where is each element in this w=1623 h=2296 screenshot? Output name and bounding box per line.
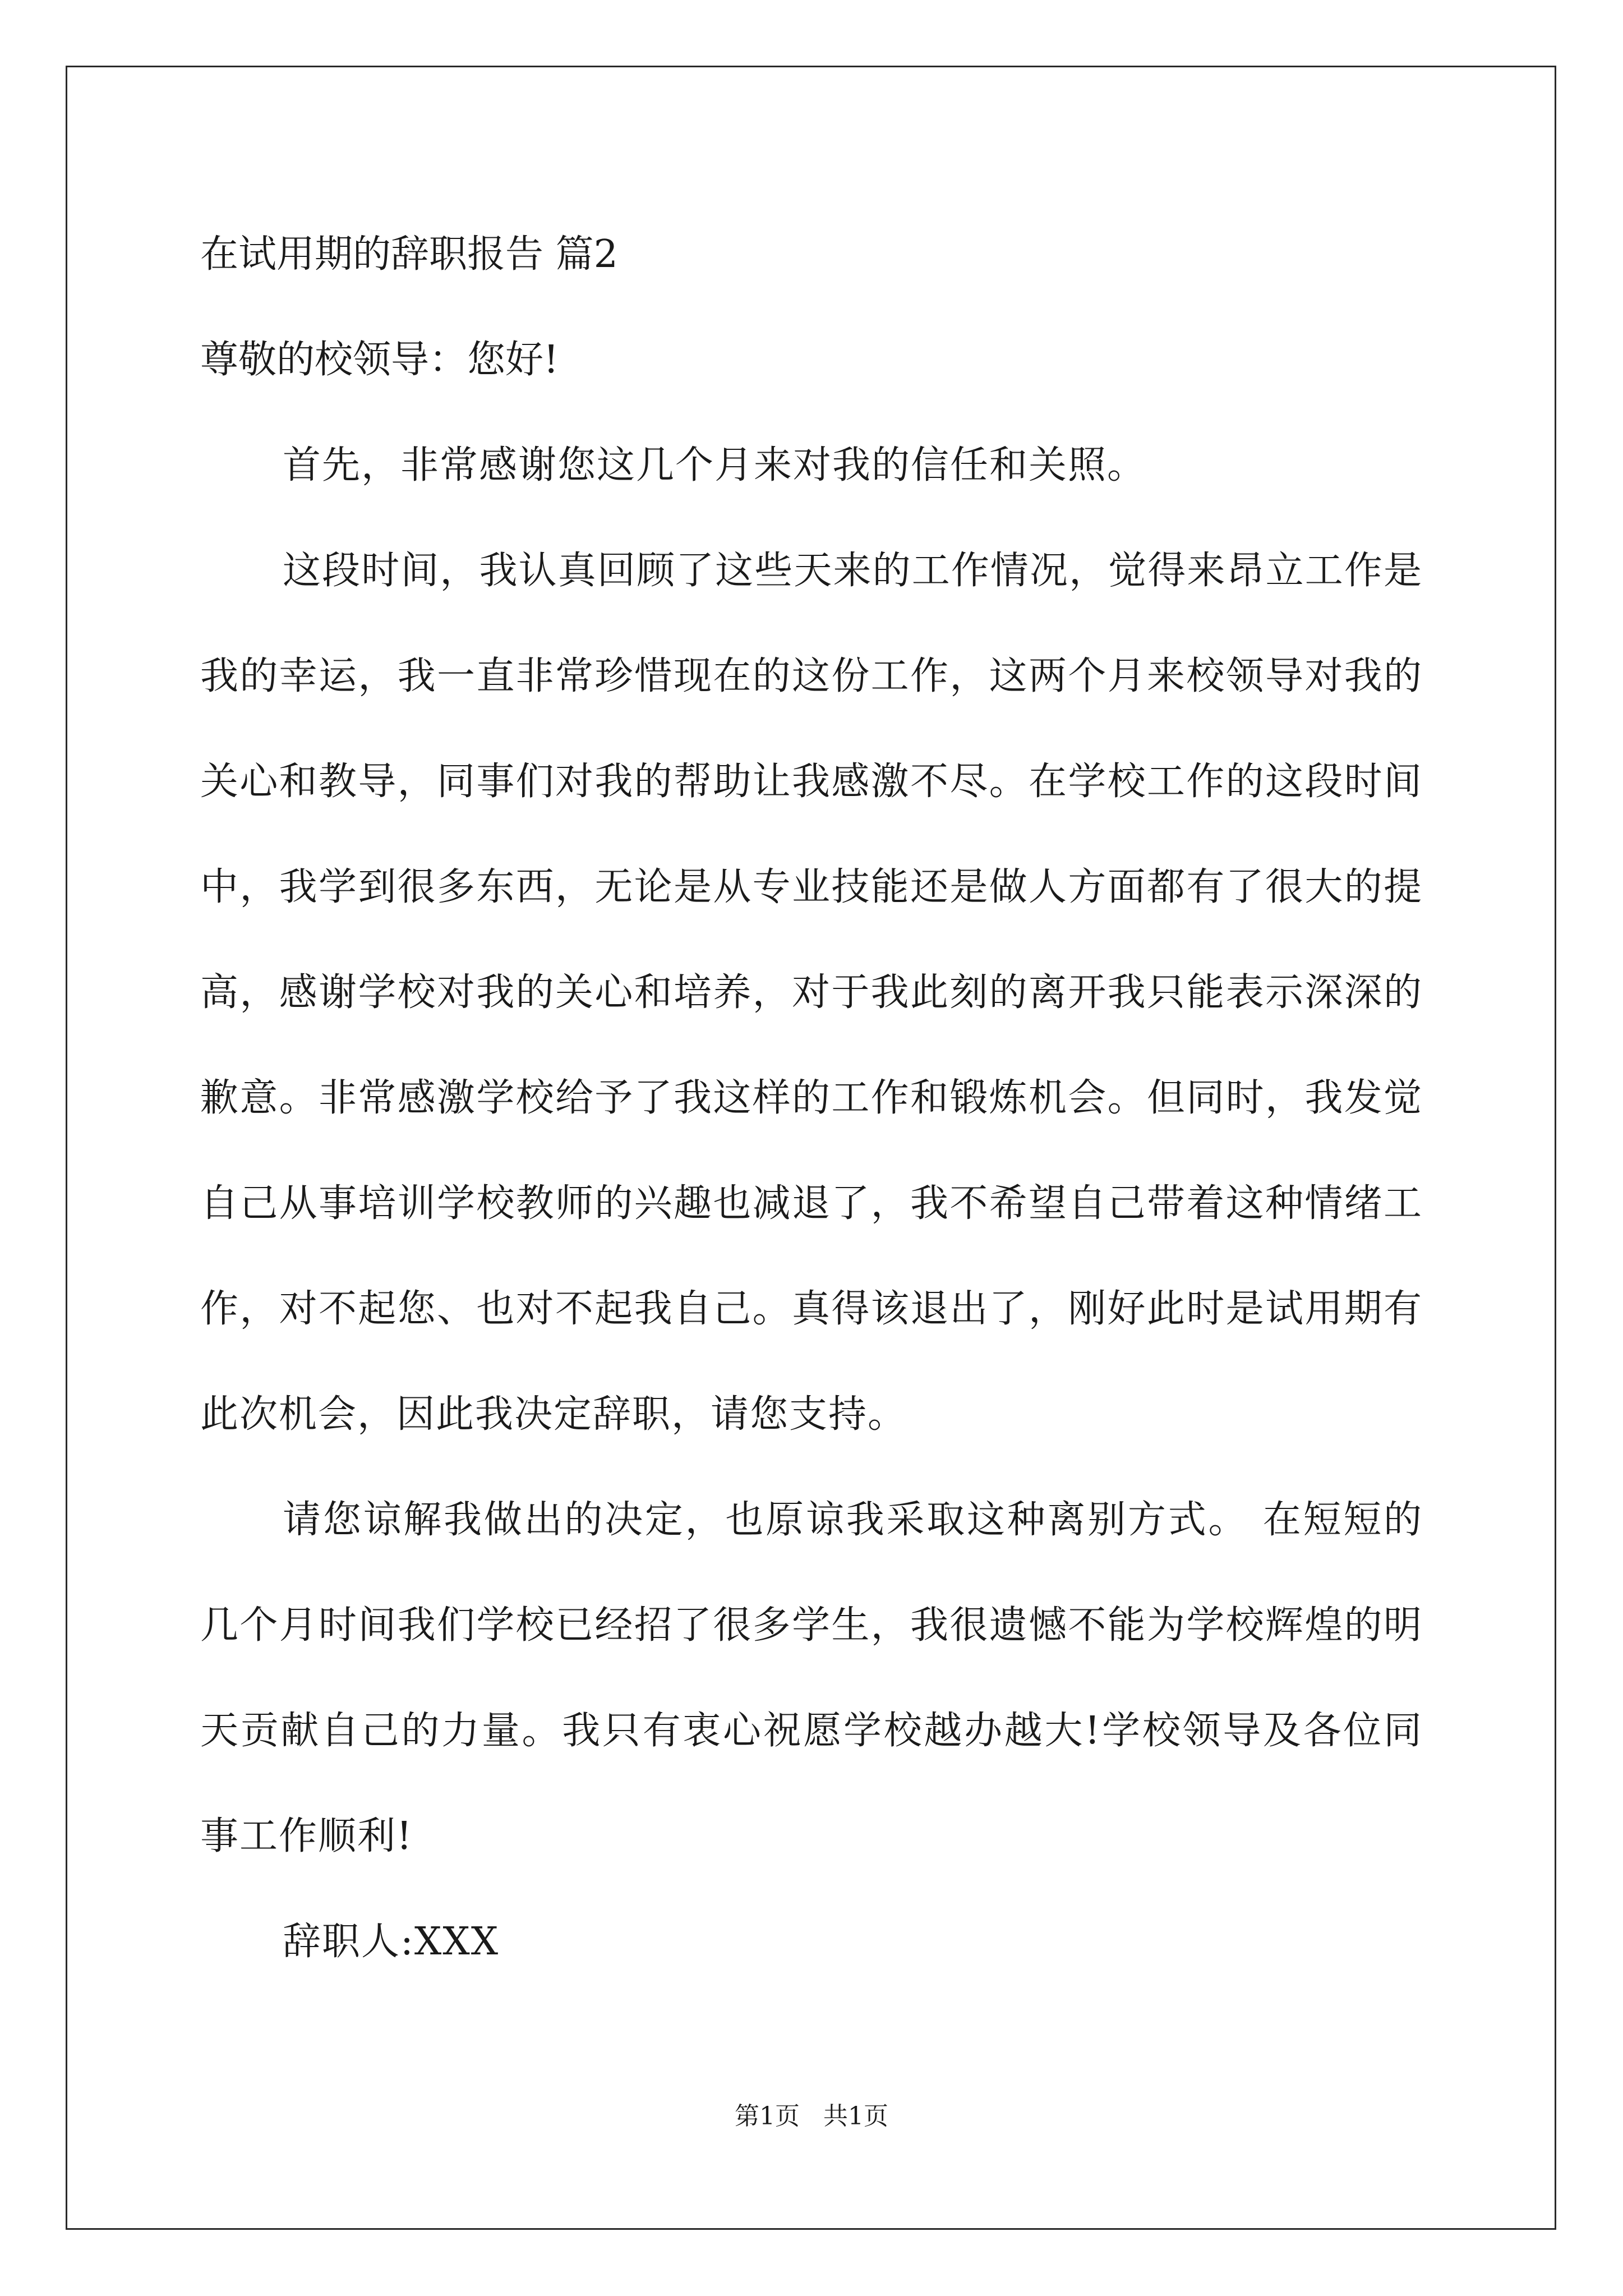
document-body: [200, 202, 1423, 1995]
paragraph-closing: 请您谅解我做出的决定，也原谅我采取这种离别方式。 在短短的几个月时间我们学校已经招了很多学生，我很遗憾不能为学校辉煌的明天贡献自己的力量。我只有衷心祝愿学校越办越大!学校领导及各位同事工作顺利!: [200, 1498, 1423, 1858]
document-title: 在试用期的辞职报告 篇2: [200, 232, 618, 277]
page-number: 第1页: [735, 2102, 800, 2131]
page-total: 共1页: [823, 2102, 888, 2131]
signature: 辞职人:XXX: [283, 1920, 500, 1964]
paragraph-thanks: 首先，非常感谢您这几个月来对我的信任和关照。: [283, 443, 1147, 487]
paragraph-reasons: 这段时间，我认真回顾了这些天来的工作情况，觉得来昂立工作是我的幸运，我一直非常珍惜现在的这份工作，这两个月来校领导对我的关心和教导，同事们对我的帮助让我感激不尽。在学校工作的这段时间中，我学到很多东西，无论是从专业技能还是做人方面都有了很大的提高，感谢学校对我的关心和培养，对于我此刻的离开我只能表示深深的歉意。非常感激学校给予了我这样的工作和锻炼机会。但同时，我发觉自己从事培训学校教师的兴趣也减退了，我不希望自己带着这种情绪工作，对不起您、也对不起我自己。真得该退出了，刚好此时是试用期有此次机会，因此我决定辞职，请您支持。: [200, 549, 1423, 1437]
page-footer: [0, 2096, 1623, 2132]
salutation: 尊敬的校领导：您好!: [200, 338, 559, 382]
